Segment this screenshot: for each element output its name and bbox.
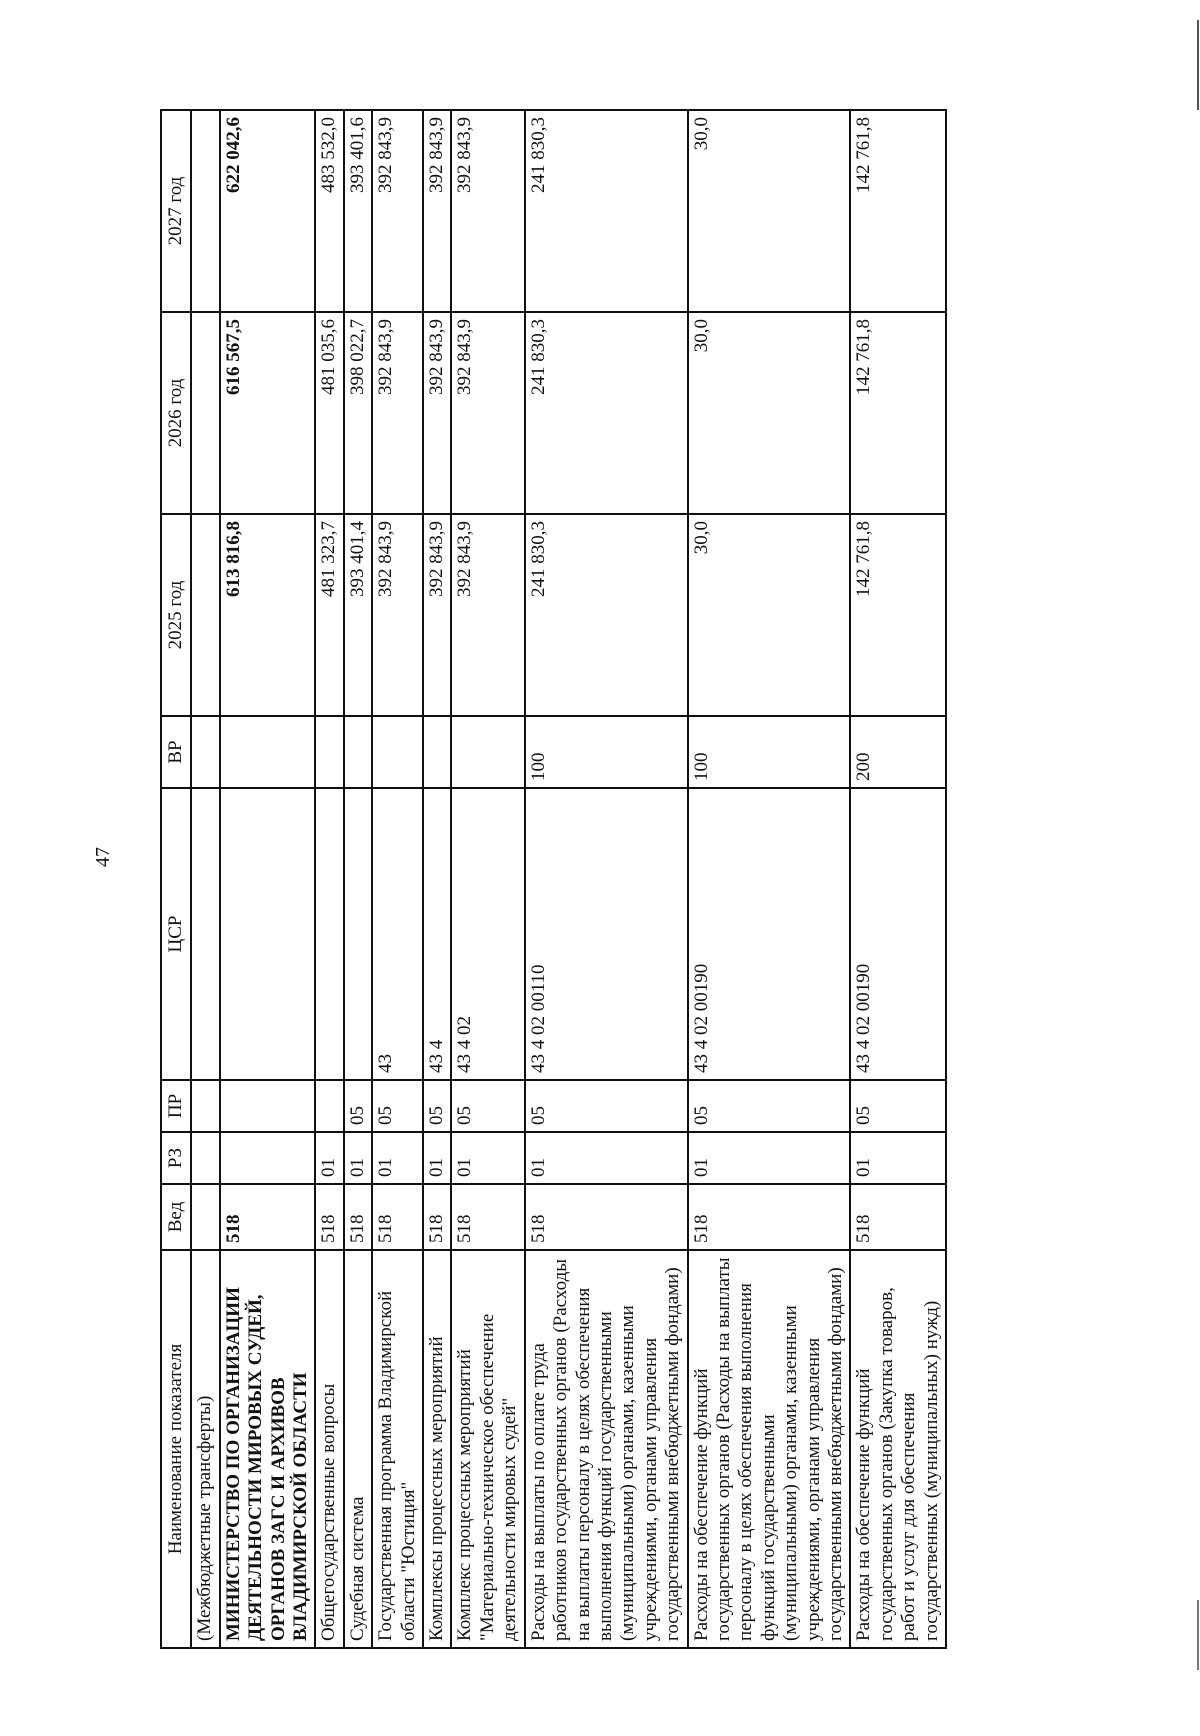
- cell-ved: 518: [423, 1184, 451, 1250]
- header-2025: 2025 год: [161, 514, 191, 716]
- cell-2026: [191, 312, 219, 514]
- scan-mark: [1197, 1600, 1199, 1670]
- cell-rz: 01: [315, 1132, 343, 1184]
- header-ved: Вед: [161, 1184, 191, 1250]
- cell-csr: 43: [372, 788, 423, 1080]
- cell-ved: 518: [850, 1184, 946, 1250]
- cell-2026: 481 035,6: [315, 312, 343, 514]
- cell-2027: 392 843,9: [451, 110, 524, 312]
- cell-pr: [220, 1080, 316, 1132]
- header-2026: 2026 год: [161, 312, 191, 514]
- table-header-row: [161, 110, 191, 1648]
- table-row: [344, 110, 372, 1648]
- cell-vr: 100: [525, 716, 688, 788]
- cell-2026: 30,0: [688, 312, 851, 514]
- cell-vr: 100: [688, 716, 851, 788]
- cell-vr: [423, 716, 451, 788]
- cell-ved: 518: [688, 1184, 851, 1250]
- cell-ved: 518: [220, 1184, 316, 1250]
- cell-2025: 613 816,8: [220, 514, 316, 716]
- cell-2027: [191, 110, 219, 312]
- header-csr: ЦСР: [161, 788, 191, 1080]
- cell-vr: [372, 716, 423, 788]
- cell-name: МИНИСТЕРСТВО ПО ОРГАНИЗАЦИИ ДЕЯТЕЛЬНОСТИ МИРОВЫХ СУДЕЙ, ОРГАНОВ ЗАГС И АРХИВОВ ВЛАДИМИРСКОЙ ОБЛАСТИ: [220, 1250, 316, 1648]
- cell-name: (Межбюджетные трансферты): [191, 1250, 219, 1648]
- cell-2027: 142 761,8: [850, 110, 946, 312]
- cell-rz: [191, 1132, 219, 1184]
- cell-name: Расходы на обеспечение функций государственных органов (Закупка товаров, работ и услуг для обеспечения государственных (муниципальных) нужд): [850, 1250, 946, 1648]
- table-row: [191, 110, 219, 1648]
- cell-ved: 518: [372, 1184, 423, 1250]
- header-pr: ПР: [161, 1080, 191, 1132]
- cell-2027: 30,0: [688, 110, 851, 312]
- cell-name: Расходы на обеспечение функций государственных органов (Расходы на выплаты персоналу в целях обеспечения выполнения функций государственными (муниципальными) органами, казенными учреждениями, органами управления государственными внебюджетными фондами): [688, 1250, 851, 1648]
- cell-name: Комплексы процессных мероприятий: [423, 1250, 451, 1648]
- cell-rz: [220, 1132, 316, 1184]
- cell-rz: 01: [372, 1132, 423, 1184]
- cell-ved: 518: [525, 1184, 688, 1250]
- header-name: Наименование показателя: [161, 1250, 191, 1648]
- cell-pr: 05: [423, 1080, 451, 1132]
- cell-2026: 398 022,7: [344, 312, 372, 514]
- cell-csr: [344, 788, 372, 1080]
- cell-2027: 483 532,0: [315, 110, 343, 312]
- cell-2025: [191, 514, 219, 716]
- cell-ved: 518: [451, 1184, 524, 1250]
- cell-vr: [315, 716, 343, 788]
- cell-pr: 05: [688, 1080, 851, 1132]
- cell-2026: 616 567,5: [220, 312, 316, 514]
- cell-rz: 01: [344, 1132, 372, 1184]
- cell-rz: 01: [423, 1132, 451, 1184]
- cell-pr: 05: [850, 1080, 946, 1132]
- cell-csr: 43 4: [423, 788, 451, 1080]
- cell-rz: 01: [451, 1132, 524, 1184]
- table-frame: [160, 109, 1128, 1649]
- cell-rz: 01: [688, 1132, 851, 1184]
- cell-2026: 142 761,8: [850, 312, 946, 514]
- header-2027: 2027 год: [161, 110, 191, 312]
- cell-vr: [344, 716, 372, 788]
- table-row: [688, 110, 851, 1648]
- cell-name: Расходы на выплаты по оплате труда работников государственных органов (Расходы на выплаты персоналу в целях обеспечения выполнения функций государственными (муниципальными) органами, казенными учреждениями, органами управления государственными внебюджетными фондами): [525, 1250, 688, 1648]
- cell-pr: 05: [344, 1080, 372, 1132]
- cell-2027: 392 843,9: [372, 110, 423, 312]
- cell-2026: 392 843,9: [423, 312, 451, 514]
- scan-edge-marks: [1194, 0, 1200, 1736]
- cell-2026: 241 830,3: [525, 312, 688, 514]
- cell-2027: 622 042,6: [220, 110, 316, 312]
- cell-vr: 200: [850, 716, 946, 788]
- cell-rz: 01: [525, 1132, 688, 1184]
- cell-2025: 392 843,9: [423, 514, 451, 716]
- page-number: 47: [92, 847, 114, 867]
- cell-pr: 05: [451, 1080, 524, 1132]
- cell-rz: 01: [850, 1132, 946, 1184]
- cell-2025: 241 830,3: [525, 514, 688, 716]
- cell-pr: 05: [525, 1080, 688, 1132]
- table-row: [315, 110, 343, 1648]
- cell-2025: 392 843,9: [451, 514, 524, 716]
- cell-2026: 392 843,9: [451, 312, 524, 514]
- table-row: [451, 110, 524, 1648]
- cell-ved: [191, 1184, 219, 1250]
- table-row: [850, 110, 946, 1648]
- cell-pr: [315, 1080, 343, 1132]
- cell-2027: 241 830,3: [525, 110, 688, 312]
- table-row: [525, 110, 688, 1648]
- cell-2026: 392 843,9: [372, 312, 423, 514]
- cell-csr: 43 4 02 00190: [850, 788, 946, 1080]
- cell-2025: 142 761,8: [850, 514, 946, 716]
- cell-name: Общегосударственные вопросы: [315, 1250, 343, 1648]
- table-row: [220, 110, 316, 1648]
- cell-2025: 392 843,9: [372, 514, 423, 716]
- cell-csr: 43 4 02: [451, 788, 524, 1080]
- cell-name: Судебная система: [344, 1250, 372, 1648]
- cell-vr: [191, 716, 219, 788]
- cell-ved: 518: [315, 1184, 343, 1250]
- cell-2027: 393 401,6: [344, 110, 372, 312]
- cell-csr: 43 4 02 00190: [688, 788, 851, 1080]
- cell-pr: [191, 1080, 219, 1132]
- table-row: [372, 110, 423, 1648]
- budget-table: [160, 109, 947, 1649]
- cell-2027: 392 843,9: [423, 110, 451, 312]
- cell-csr: 43 4 02 00110: [525, 788, 688, 1080]
- cell-name: Комплекс процессных мероприятий "Материально-техническое обеспечение деятельности мировых судей": [451, 1250, 524, 1648]
- cell-vr: [451, 716, 524, 788]
- header-vr: ВР: [161, 716, 191, 788]
- scan-mark: [1197, 20, 1199, 110]
- cell-vr: [220, 716, 316, 788]
- header-rz: РЗ: [161, 1132, 191, 1184]
- rotated-table-container: [160, 109, 1128, 1649]
- cell-2025: 393 401,4: [344, 514, 372, 716]
- cell-2025: 30,0: [688, 514, 851, 716]
- cell-pr: 05: [372, 1080, 423, 1132]
- cell-csr: [220, 788, 316, 1080]
- cell-2025: 481 323,7: [315, 514, 343, 716]
- cell-csr: [191, 788, 219, 1080]
- table-row: [423, 110, 451, 1648]
- cell-csr: [315, 788, 343, 1080]
- cell-ved: 518: [344, 1184, 372, 1250]
- cell-name: Государственная программа Владимирской области "Юстиция": [372, 1250, 423, 1648]
